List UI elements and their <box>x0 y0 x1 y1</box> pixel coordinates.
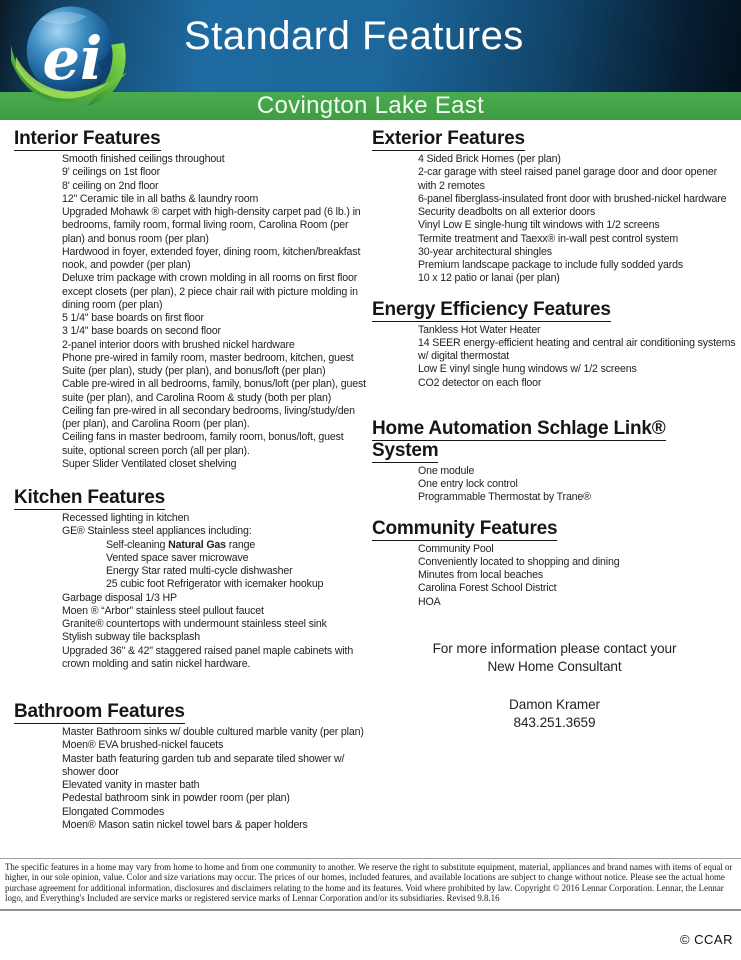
feature-item: Granite® countertops with undermount stainless steel sink <box>62 618 327 630</box>
section-title: Home Automation Schlage Link® System <box>372 417 666 461</box>
section-title: Community Features <box>372 517 558 539</box>
section-title: Bathroom Features <box>14 701 185 722</box>
section-title: Interior Features <box>14 128 161 149</box>
feature-item: Moen ® “Arbor” stainless steel pullout faucet <box>62 604 264 617</box>
feature-item: Hardwood in foyer, extended foyer, dining room, kitchen/breakfast nook, and powder (per plan) <box>62 245 361 271</box>
consultant-phone: 843.251.3659 <box>513 715 596 731</box>
feature-item: Community Pool <box>418 542 494 555</box>
feature-item: Tankless Hot Water Heater <box>418 323 541 336</box>
feature-item: Recessed lighting in kitchen <box>62 512 190 524</box>
section-bathroom-features <box>14 701 366 832</box>
feature-item: Ceiling fans in master bedroom, family room, bonus/loft, guest suite, optional screen porch (all per plan). <box>62 431 344 457</box>
feature-item: Master Bathroom sinks w/ double cultured marble vanity (per plan) <box>62 726 364 738</box>
community-name: Covington Lake East <box>256 92 485 119</box>
feature-item: Minutes from local beaches <box>418 569 544 581</box>
contact-intro-line-1: For more information please contact your <box>432 640 677 656</box>
consultant-name: Damon Kramer <box>509 696 600 712</box>
section-title: Exterior Features <box>372 128 525 149</box>
feature-item: 3 1/4" base boards on second floor <box>62 325 221 338</box>
feature-item: Moen® EVA brushed-nickel faucets <box>62 739 224 752</box>
feature-item: Stylish subway tile backsplash <box>62 631 200 644</box>
feature-item: Smooth finished ceilings throughout <box>62 153 225 165</box>
contact-block <box>372 640 737 733</box>
feature-item: One module <box>418 464 475 477</box>
feature-item: Phone pre-wired in family room, master bedroom, kitchen, guest Suite (per plan), study (per plan), and bonus/loft (per plan) <box>62 351 354 377</box>
page-title: Standard Features <box>184 14 524 58</box>
feature-item: Super Slider Ventilated closet shelving <box>62 457 237 470</box>
feature-item: 5 1/4" base boards on first floor <box>62 312 204 324</box>
feature-item: 30-year architectural shingles <box>418 245 552 258</box>
section-exterior-features <box>372 128 737 286</box>
feature-item: Vinyl Low E single-hung tilt windows with 1/2 screens <box>418 219 660 232</box>
section-home-automation-schlage-link-system <box>372 418 737 505</box>
feature-item: GE® Stainless steel appliances including: <box>62 525 252 538</box>
feature-item: Programmable Thermostat by Trane® <box>418 491 591 504</box>
feature-item: Deluxe trim package with crown molding in all rooms on first floor except closets (per plan), 2 piece chair rail with picture molding in dining room (per plan) <box>62 272 358 311</box>
feature-item: Termite treatment and Taexx® in-wall pest control system <box>418 232 679 245</box>
feature-item: Pedestal bathroom sink in powder room (per plan) <box>62 792 290 805</box>
feature-item: 2-car garage with steel raised panel garage door and door opener with 2 remotes <box>418 166 718 192</box>
feature-item: One entry lock control <box>418 478 518 490</box>
section-community-features <box>372 518 737 609</box>
feature-item: Upgraded 36" & 42" staggered raised panel maple cabinets with crown molding and satin nickel hardware. <box>62 644 354 670</box>
feature-item: Energy Star rated multi-cycle dishwasher <box>106 565 293 577</box>
feature-item: Security deadbolts on all exterior doors <box>418 206 596 218</box>
section-title: Kitchen Features <box>14 487 165 508</box>
left-column <box>14 122 366 832</box>
feature-item: Cable pre-wired in all bedrooms, family, bonus/loft (per plan), guest suite (per plan), and Carolina Room & study (both per plan) <box>62 378 366 404</box>
right-column <box>366 122 737 832</box>
feature-item: 10 x 12 patio or lanai (per plan) <box>418 272 560 285</box>
feature-item: Premium landscape package to include fully sodded yards <box>418 259 683 271</box>
content <box>0 120 741 832</box>
header <box>0 0 741 92</box>
feature-item: Conveniently located to shopping and dining <box>418 555 620 568</box>
feature-item: 6-panel fiberglass-insulated front door with brushed-nickel hardware <box>418 192 727 205</box>
section-interior-features <box>14 128 366 471</box>
feature-item: Elongated Commodes <box>62 805 165 818</box>
feature-item: 25 cubic foot Refrigerator with icemaker hookup <box>106 578 324 591</box>
feature-item: 4 Sided Brick Homes (per plan) <box>418 153 561 165</box>
feature-item: 12" Ceramic tile in all baths & laundry room <box>62 192 259 205</box>
feature-item: Garbage disposal 1/3 HP <box>62 591 177 604</box>
feature-item: Upgraded Mohawk ® carpet with high-density carpet pad (6 lb.) in bedrooms, family room, formal living room, Carolina Room (per plan) and bonus room (per plan) <box>62 206 361 245</box>
feature-item: Master bath featuring garden tub and separate tiled shower w/ shower door <box>62 752 345 778</box>
ei-logo <box>10 1 128 122</box>
section-kitchen-features <box>14 487 366 671</box>
section-energy-efficiency-features <box>372 299 737 390</box>
feature-item: Self-cleaning Natural Gas range <box>106 538 256 551</box>
feature-item: 2-panel interior doors with brushed nickel hardware <box>62 338 295 351</box>
feature-item: 9' ceilings on 1st floor <box>62 166 160 179</box>
feature-item: Elevated vanity in master bath <box>62 779 200 791</box>
section-title: Energy Efficiency Features <box>372 298 611 320</box>
ccar-credit: © CCAR <box>679 932 733 947</box>
feature-item: 14 SEER energy-efficient heating and central air conditioning systems w/ digital thermostat <box>418 336 736 362</box>
feature-item: Ceiling fan pre-wired in all secondary bedrooms, living/study/den (per plan), and Carolina Room (per plan). <box>62 404 355 430</box>
feature-item: Moen® Mason satin nickel towel bars & paper holders <box>62 818 308 831</box>
feature-item: HOA <box>418 595 441 608</box>
disclaimer-text: The specific features in a home may vary from home to home and from one community to another. We reserve the right to substitute equipment, material, appliances and brand names with items of equal or higher, in our sole opinion, value. Color and size variations may occur. The prices of our homes, included features, and available locations are subject to change without notice. Please see the actual home purchase agreement for additional information, disclosures and disclaimers relating to the home and its features. Void where prohibited by law. Copyright © 2016 Lennar Corporation. Lennar, the Lennar logo, and Everything's Included are service marks or registered service marks of Lennar Corporation and/or its subsidiaries. Revised 9.8.16 <box>5 862 733 904</box>
feature-item: Low E vinyl single hung windows w/ 1/2 screens <box>418 363 637 376</box>
footer <box>0 858 741 911</box>
feature-item: Vented space saver microwave <box>106 551 249 564</box>
feature-item: 8' ceiling on 2nd floor <box>62 179 159 192</box>
contact-intro-line-2: New Home Consultant <box>487 659 622 675</box>
feature-item: CO2 detector on each floor <box>418 376 542 389</box>
logo-ei-text: ei <box>42 24 103 94</box>
feature-item: Carolina Forest School District <box>418 582 557 595</box>
